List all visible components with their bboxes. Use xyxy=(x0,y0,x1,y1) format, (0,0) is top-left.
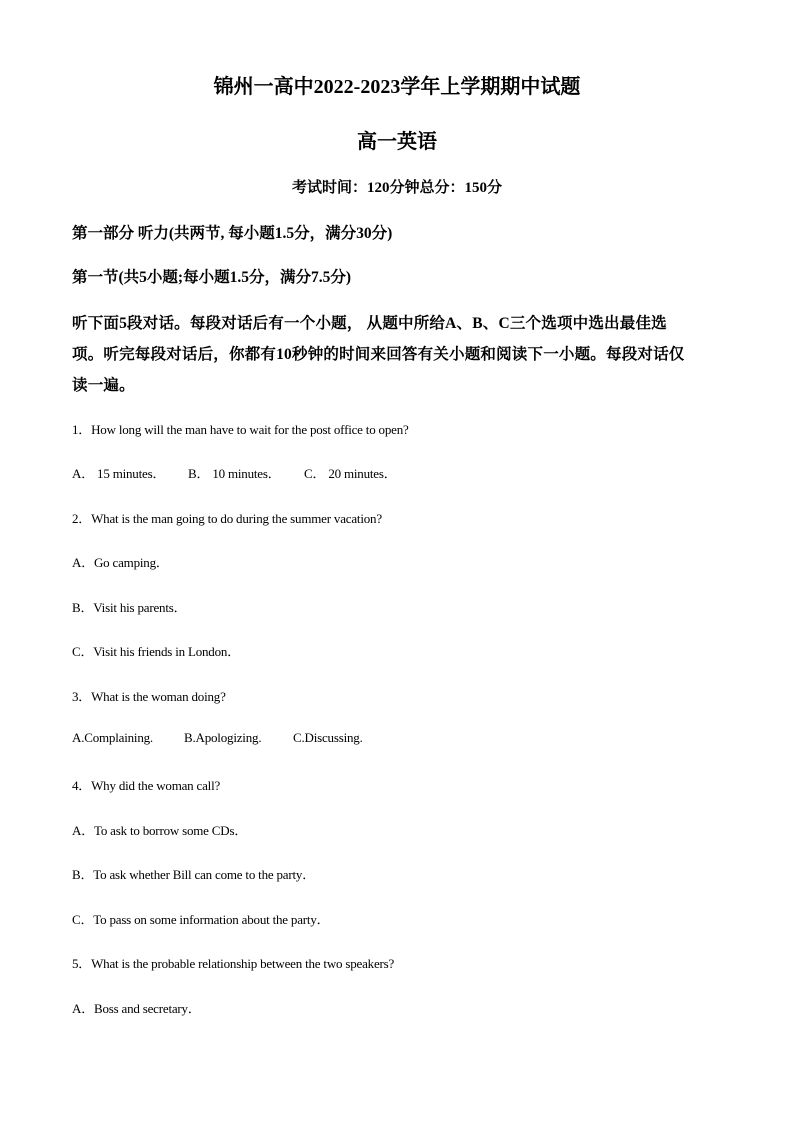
question-stem: 3．What is the woman doing? xyxy=(72,689,226,704)
question-stem: 4．Why did the woman call? xyxy=(72,778,221,793)
option-a: A.Complaining. xyxy=(72,730,153,745)
option-a: A．Boss and secretary． xyxy=(72,1001,201,1016)
section-heading: 第一节(共5小题;每小题1.5分，满分7.5分) xyxy=(72,269,351,286)
option-a: A． 15 minutes． xyxy=(72,466,166,481)
option-b: B．Visit his parents． xyxy=(72,600,187,615)
part-heading: 第一部分 听力(共两节, 每小题1.5分，满分30分) xyxy=(72,225,393,242)
instruction-line: 读一遍。 xyxy=(72,377,135,394)
instruction-line: 项。听完每段对话后，你都有10秒钟的时间来回答有关小题和阅读下一小题。每段对话仅 xyxy=(72,346,685,363)
option-a: A．Go camping． xyxy=(72,555,169,570)
question-stem: 1．How long will the man have to wait for the post office to open? xyxy=(72,422,409,437)
question-stem: 5．What is the probable relationship between the two speakers? xyxy=(72,956,395,971)
instruction-line: 听下面5段对话。每段对话后有一个小题， 从题中所给A、B、C三个选项中选出最佳选 xyxy=(72,315,667,332)
option-a: A．To ask to borrow some CDs． xyxy=(72,823,248,838)
option-c: C．Visit his friends in London． xyxy=(72,644,240,659)
option-c: C．To pass on some information about the party． xyxy=(72,912,330,927)
question-stem: 2．What is the man going to do during the summer vacation? xyxy=(72,511,382,526)
option-c: C． 20 minutes． xyxy=(304,466,397,481)
option-b: B.Apologizing. xyxy=(184,730,262,745)
option-b: B． 10 minutes． xyxy=(188,466,281,481)
option-b: B．To ask whether Bill can come to the party． xyxy=(72,867,316,882)
exam-subtitle: 高一英语 xyxy=(357,131,437,153)
exam-info: 考试时间：120分钟总分：150分 xyxy=(291,180,502,196)
exam-title: 锦州一高中2022-2023学年上学期期中试题 xyxy=(213,76,581,98)
option-c: C.Discussing. xyxy=(293,730,363,745)
